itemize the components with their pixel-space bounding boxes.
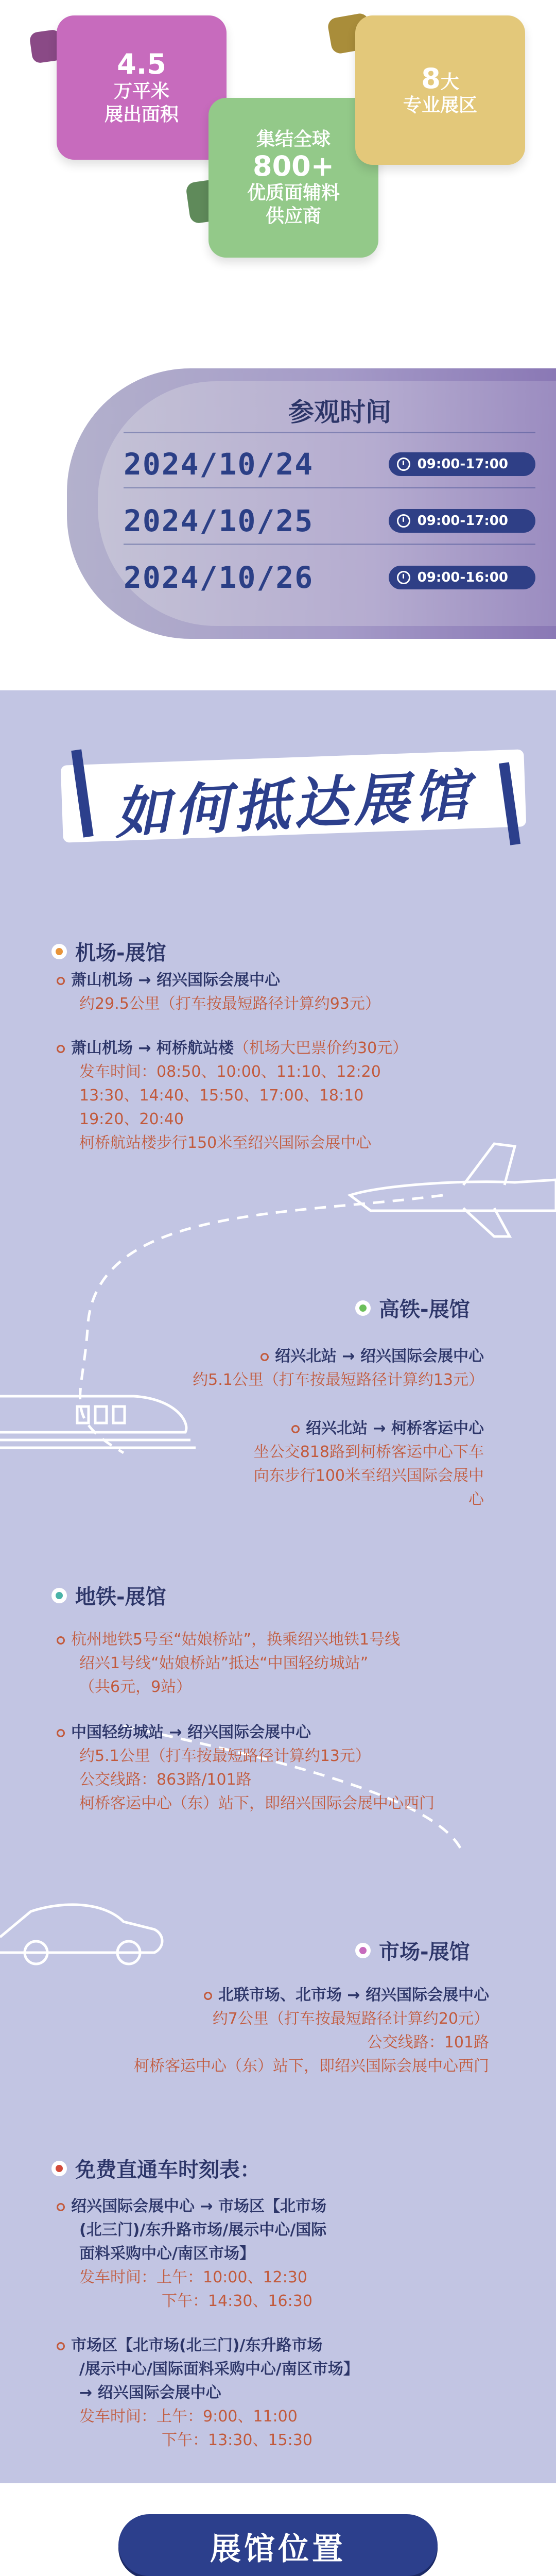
shuttle-line: 面料采购中心/南区市场】 [79,2245,255,2263]
route-title: 中国轻纺城站 → 绍兴国际会展中心 [71,1723,311,1741]
suppliers-card [208,98,378,258]
visit-row-1 [124,448,535,480]
bullet-icon [57,1045,65,1053]
route-title: 绍兴北站 → 柯桥客运中心 [305,1419,484,1437]
airport-item-1 [57,969,380,1016]
market-heading [355,1936,470,1965]
shuttle-time: 下午：14:30、16:30 [162,2292,312,2310]
route-detail: 绍兴1号线“姑娘桥站”抵达“中国轻纺城站” [79,1654,369,1672]
purple-dot-icon [355,1943,371,1958]
bullet-icon [57,2203,65,2211]
visit-row-2 [124,505,535,537]
green-dot-icon [355,1300,371,1316]
route-title: 萧山机场 → 绍兴国际会展中心 [71,971,281,989]
suppliers-line2: 供应商 [265,206,321,227]
route-detail: 约5.1公里（打车按最短路径计算约13元） [79,1747,371,1765]
bullet-icon [291,1425,300,1433]
zones-unit: 大 [440,71,459,93]
visit-date: 2024/10/26 [124,560,314,595]
shuttle-time: 下午：13:30、15:30 [162,2431,312,2449]
route-title: 北联市场、北市场 → 绍兴国际会展中心 [218,1986,489,2004]
car-icon [0,1905,162,1964]
visit-date: 2024/10/24 [124,447,314,482]
bullet-icon [57,2342,65,2350]
train-icon [0,1396,196,1448]
visit-time-pill [389,566,535,589]
howto-title: 如何抵达展馆 [113,763,475,847]
route-detail: 发车时间：08:50、10:00、11:10、12:20 [79,1063,381,1081]
route-detail: 19:20、20:40 [79,1110,184,1128]
bullet-icon [57,1729,65,1737]
visit-time: 09:00-16:00 [417,570,508,585]
shuttle-line: /展示中心/国际面料采购中心/南区市场】 [79,2360,359,2378]
shuttle-time: 发车时间：上午：9:00、11:00 [79,2408,298,2426]
route-title: 萧山机场 → 柯桥航站楼 [71,1039,234,1057]
route-title: 绍兴北站 → 绍兴国际会展中心 [274,1347,484,1365]
clock-icon [397,571,410,584]
shuttle-heading [51,2154,260,2183]
zones-value: 8 [421,62,441,95]
route-detail: 约5.1公里（打车按最短路径计算约13元） [193,1371,484,1389]
shuttle-line: (北三门)/东升路市场/展示中心/国际 [79,2221,327,2239]
market-item-1-extra [77,2055,489,2078]
airport-item-2 [57,1037,408,1155]
shuttle-route-1 [57,2195,326,2313]
route-detail: 公交线路：101路 [367,2033,489,2052]
shuttle-line: 绍兴国际会展中心 → 市场区【北市场 [71,2197,327,2215]
route-detail: 柯桥航站楼步行150米至绍兴国际会展中心 [79,1134,372,1152]
bullet-icon [57,1636,65,1645]
zones-label: 专业展区 [403,95,477,116]
visit-divider [124,544,535,545]
suppliers-top: 集结全球 [256,128,331,150]
rail-item-1-detail [180,1368,484,1392]
visit-date: 2024/10/25 [124,503,314,538]
visit-title-underline [124,432,535,433]
route-detail: 公交线路：863路/101路 [79,1771,252,1789]
market-heading-text: 市场-展馆 [379,1940,470,1964]
teal-dot-icon [51,1588,67,1603]
area-label: 展出面积 [104,104,179,125]
shuttle-line: 市场区【北市场(北三门)/东升路市场 [71,2336,323,2354]
metro-item-1 [57,1628,400,1699]
shuttle-time: 发车时间：上午：10:00、12:30 [79,2268,307,2286]
metro-heading-text: 地铁-展馆 [75,1585,166,1609]
clock-icon [397,457,410,471]
route-detail: 坐公交818路到柯桥客运中心下车 [253,1443,484,1461]
visit-title: 参观时间 [288,397,391,427]
airport-heading [51,937,166,966]
zones-card [355,15,525,165]
suppliers-value: 800+ [253,149,334,182]
rail-item-2 [247,1417,484,1512]
area-unit: 万平米 [113,80,169,102]
area-card [57,15,227,160]
route-detail: 约29.5公里（打车按最短路径计算约93元） [79,995,380,1013]
metro-item-2 [57,1721,435,1816]
rail-heading [355,1293,470,1323]
airport-heading-text: 机场-展馆 [75,941,166,965]
visit-time: 09:00-17:00 [417,513,508,529]
area-value: 4.5 [117,48,166,81]
airplane-icon [350,1144,556,1236]
route-detail: 向东步行100米至绍兴国际会展中心 [253,1467,484,1509]
zones-value-line [421,63,459,94]
orange-dot-icon [51,944,67,959]
metro-heading [51,1581,166,1610]
route-detail: 约7公里（打车按最短路径计算约20元） [212,2010,489,2028]
route-detail: （共6元，9站） [79,1678,192,1696]
shuttle-route-2 [57,2334,359,2452]
bullet-icon [260,1353,269,1361]
clock-icon [397,514,410,528]
visit-time-pill [389,509,535,533]
visit-divider [124,487,535,488]
bullet-icon [57,977,65,985]
suppliers-line1: 优质面辅料 [247,182,340,204]
bullet-icon [204,1992,212,2000]
red-dot-icon [51,2161,67,2176]
visit-row-3 [124,562,535,594]
location-title: 展馆位置 [210,2531,346,2567]
market-item-1 [170,1984,489,2055]
rail-item-1 [242,1345,484,1368]
shuttle-line: → 绍兴国际会展中心 [79,2384,221,2402]
rail-heading-text: 高铁-展馆 [379,1298,470,1321]
shuttle-heading-text: 免费直通车时刻表： [75,2158,260,2182]
visit-time: 09:00-17:00 [417,456,508,472]
route-detail: 13:30、14:40、15:50、17:00、18:10 [79,1087,364,1105]
visit-time-pill [389,452,535,476]
route-detail: 柯桥客运中心（东）站下，即绍兴国际会展中心西门 [134,2057,489,2075]
route-detail: 柯桥客运中心（东）站下，即绍兴国际会展中心西门 [79,1794,435,1812]
route-detail: 杭州地铁5号至“姑娘桥站”，换乘绍兴地铁1号线 [71,1631,401,1649]
route-note: （机场大巴票价约30元） [234,1039,408,1057]
